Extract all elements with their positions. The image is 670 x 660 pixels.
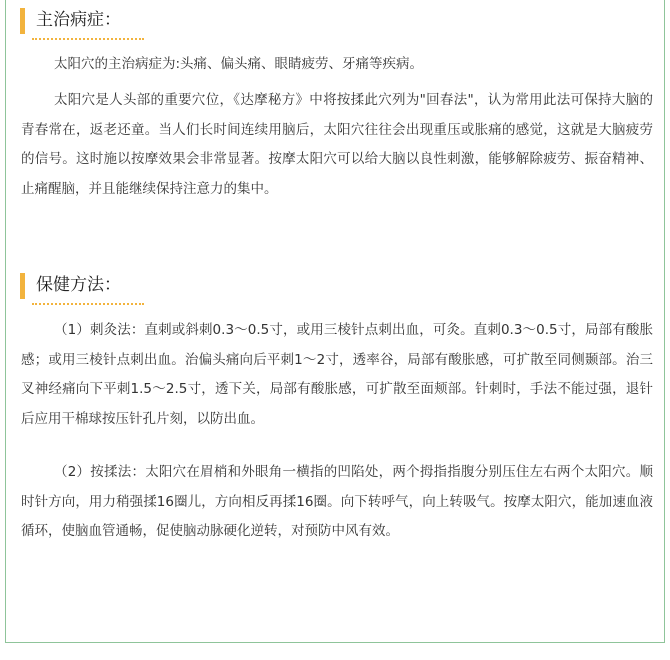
- paragraph: （2）按揉法：太阳穴在眉梢和外眼角一横指的凹陷处，两个拇指指腹分别压住左右两个太阳穴。顺时针方向，用力稍强揉16圈儿，方向相反再揉16圈。向下转呼气，向上转吸气。按摩太阳穴，能加速血液循环，使脑血管通畅，促使脑动脉硬化逆转，对预防中风有效。: [21, 464, 653, 539]
- section-accent-bar: [20, 273, 25, 299]
- article-container: [5, 0, 665, 643]
- section-title-underline: [32, 38, 144, 40]
- section-title-underline: [32, 303, 144, 305]
- paragraph: （1）刺灸法：直刺或斜刺0.3～0.5寸，或用三棱针点刺出血，可灸。直刺0.3～0.5寸，局部有酸胀感；或用三棱针点刺出血。治偏头痛向后平刺1～2寸，透率谷，局部有酸胀感，可扩散至同侧颞部。治三叉神经痛向下平刺1.5～2.5寸，透下关，局部有酸胀感，可扩散至面颊部。针刺时，手法不能过强，退针后应用干棉球按压针孔片刻，以防出血。: [21, 322, 653, 427]
- section-title: 主治病症：: [36, 10, 121, 30]
- paragraph: 太阳穴的主治病症为:头痛、偏头痛、眼睛疲劳、牙痛等疾病。: [54, 56, 424, 72]
- section-title: 保健方法：: [36, 275, 121, 295]
- paragraph: 太阳穴是人头部的重要穴位，《达摩秘方》中将按揉此穴列为"回春法"，认为常用此法可保持大脑的青春常在，返老还童。当人们长时间连续用脑后，太阳穴往往会出现重压或胀痛的感觉，这就是大脑疲劳的信号。这时施以按摩效果会非常显著。按摩太阳穴可以给大脑以良性刺激，能够解除疲劳、振奋精神、止痛醒脑，并且能继续保持注意力的集中。: [21, 92, 653, 197]
- section-accent-bar: [20, 8, 25, 34]
